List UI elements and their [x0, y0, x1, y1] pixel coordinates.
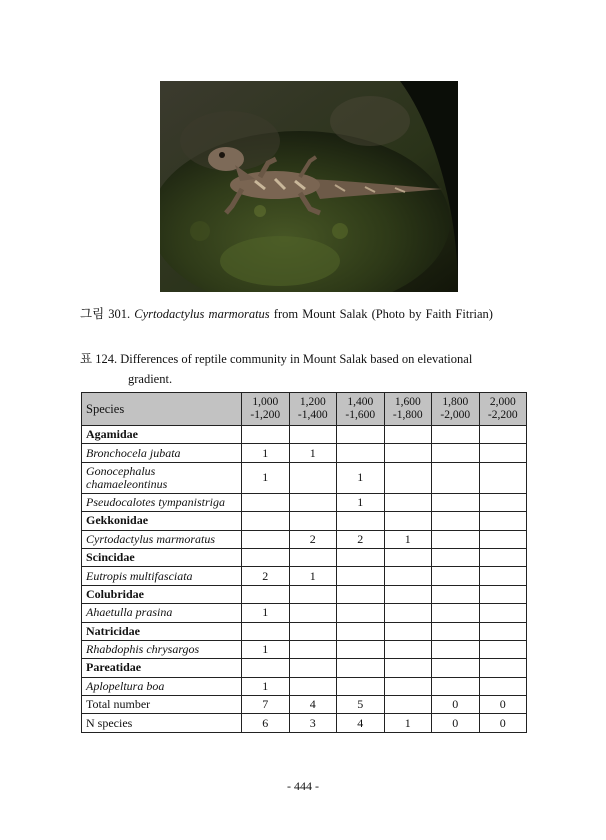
count-cell — [337, 444, 385, 462]
count-cell — [242, 426, 290, 444]
count-cell: 1 — [242, 444, 290, 462]
total-row — [82, 696, 527, 714]
count-cell — [432, 462, 480, 493]
count-cell — [384, 585, 432, 603]
count-cell — [384, 444, 432, 462]
species-row — [82, 493, 527, 511]
count-cell — [479, 548, 527, 566]
count-cell — [337, 512, 385, 530]
count-cell — [432, 585, 480, 603]
figure-caption — [80, 304, 530, 322]
family-row — [82, 622, 527, 640]
count-cell: 1 — [337, 462, 385, 493]
count-cell — [337, 567, 385, 585]
count-cell: 1 — [242, 604, 290, 622]
count-cell: 3 — [289, 714, 337, 732]
count-cell — [384, 677, 432, 695]
header-elevation: 1,600 -1,800 — [384, 393, 432, 426]
count-cell — [242, 512, 290, 530]
page-number: - 444 - — [287, 779, 319, 793]
count-cell — [479, 444, 527, 462]
count-cell: 1 — [242, 462, 290, 493]
header-elevation: 1,000 -1,200 — [242, 393, 290, 426]
count-cell — [384, 548, 432, 566]
count-cell: 1 — [384, 714, 432, 732]
count-cell — [242, 548, 290, 566]
count-cell — [432, 677, 480, 695]
row-label: N species — [82, 714, 242, 732]
header-elevation: 2,000 -2,200 — [479, 393, 527, 426]
family-row — [82, 548, 527, 566]
count-cell — [242, 622, 290, 640]
count-cell — [479, 604, 527, 622]
count-cell — [384, 659, 432, 677]
count-cell: 0 — [479, 714, 527, 732]
row-label: Pareatidae — [82, 659, 242, 677]
row-label: Cyrtodactylus marmoratus — [82, 530, 242, 548]
row-label: Eutropis multifasciata — [82, 567, 242, 585]
count-cell: 7 — [242, 696, 290, 714]
count-cell — [242, 659, 290, 677]
count-cell: 2 — [289, 530, 337, 548]
count-cell: 0 — [479, 696, 527, 714]
table-caption-line1: 표 124. Differences of reptile community in Mount Salak based on elevational — [80, 352, 473, 366]
count-cell — [384, 640, 432, 658]
count-cell — [432, 512, 480, 530]
count-cell: 5 — [337, 696, 385, 714]
count-cell — [289, 462, 337, 493]
count-cell: 4 — [289, 696, 337, 714]
count-cell — [289, 426, 337, 444]
count-cell — [337, 640, 385, 658]
row-label: Agamidae — [82, 426, 242, 444]
header-species: Species — [82, 393, 242, 426]
row-label: Total number — [82, 696, 242, 714]
count-cell — [337, 604, 385, 622]
count-cell: 6 — [242, 714, 290, 732]
count-cell — [479, 426, 527, 444]
count-cell — [384, 426, 432, 444]
count-cell — [337, 677, 385, 695]
header-elevation: 1,200 -1,400 — [289, 393, 337, 426]
count-cell — [384, 604, 432, 622]
count-cell — [479, 567, 527, 585]
figure-caption-rest: from Mount Salak (Photo by Faith Fitrian) — [273, 307, 493, 321]
count-cell — [242, 530, 290, 548]
count-cell — [242, 493, 290, 511]
row-label: Gekkonidae — [82, 512, 242, 530]
species-row — [82, 567, 527, 585]
count-cell — [479, 462, 527, 493]
count-cell — [432, 493, 480, 511]
count-cell: 1 — [289, 444, 337, 462]
reptile-table — [81, 392, 527, 733]
row-label: Scincidae — [82, 548, 242, 566]
row-label: Natricidae — [82, 622, 242, 640]
count-cell: 4 — [337, 714, 385, 732]
species-row — [82, 677, 527, 695]
table-caption — [80, 349, 528, 389]
count-cell: 2 — [337, 530, 385, 548]
count-cell — [384, 622, 432, 640]
count-cell — [289, 493, 337, 511]
count-cell — [479, 585, 527, 603]
count-cell — [432, 548, 480, 566]
row-label: Pseudocalotes tympanistriga — [82, 493, 242, 511]
species-row — [82, 530, 527, 548]
table-header-row — [82, 393, 527, 426]
count-cell — [289, 585, 337, 603]
count-cell — [337, 426, 385, 444]
row-label: Rhabdophis chrysargos — [82, 640, 242, 658]
count-cell — [479, 512, 527, 530]
table-caption-line2: gradient. — [128, 372, 173, 386]
count-cell — [337, 622, 385, 640]
table-body — [82, 426, 527, 733]
row-label: Aplopeltura boa — [82, 677, 242, 695]
count-cell — [479, 659, 527, 677]
family-row — [82, 585, 527, 603]
count-cell: 0 — [432, 696, 480, 714]
count-cell — [479, 493, 527, 511]
species-row — [82, 640, 527, 658]
count-cell — [384, 493, 432, 511]
count-cell — [432, 567, 480, 585]
count-cell — [432, 426, 480, 444]
figure-label: 그림 301. — [80, 307, 131, 321]
count-cell — [337, 548, 385, 566]
count-cell — [289, 659, 337, 677]
count-cell — [384, 696, 432, 714]
count-cell — [384, 567, 432, 585]
count-cell — [479, 622, 527, 640]
species-row — [82, 444, 527, 462]
family-row — [82, 659, 527, 677]
count-cell: 1 — [289, 567, 337, 585]
family-row — [82, 512, 527, 530]
count-cell — [289, 640, 337, 658]
count-cell — [289, 548, 337, 566]
header-elevation: 1,400 -1,600 — [337, 393, 385, 426]
species-row — [82, 604, 527, 622]
row-label: Gonocephalus chamaeleontinus — [82, 462, 242, 493]
count-cell — [384, 512, 432, 530]
count-cell: 0 — [432, 714, 480, 732]
count-cell: 2 — [242, 567, 290, 585]
count-cell — [479, 640, 527, 658]
row-label: Bronchocela jubata — [82, 444, 242, 462]
count-cell: 1 — [242, 640, 290, 658]
count-cell — [432, 604, 480, 622]
gecko-illustration — [160, 81, 458, 292]
count-cell — [242, 585, 290, 603]
count-cell — [479, 530, 527, 548]
count-cell — [432, 640, 480, 658]
count-cell: 1 — [337, 493, 385, 511]
count-cell: 1 — [242, 677, 290, 695]
count-cell — [432, 444, 480, 462]
row-label: Colubridae — [82, 585, 242, 603]
species-row — [82, 462, 527, 493]
total-row — [82, 714, 527, 732]
gecko-photo — [160, 81, 458, 292]
count-cell — [432, 659, 480, 677]
figure-species: Cyrtodactylus marmoratus — [134, 307, 270, 321]
count-cell — [289, 604, 337, 622]
count-cell — [337, 585, 385, 603]
count-cell — [384, 462, 432, 493]
header-elevation: 1,800 -2,000 — [432, 393, 480, 426]
count-cell: 1 — [384, 530, 432, 548]
count-cell — [479, 677, 527, 695]
count-cell — [289, 677, 337, 695]
count-cell — [289, 512, 337, 530]
family-row — [82, 426, 527, 444]
count-cell — [337, 659, 385, 677]
count-cell — [432, 622, 480, 640]
count-cell — [432, 530, 480, 548]
row-label: Ahaetulla prasina — [82, 604, 242, 622]
count-cell — [289, 622, 337, 640]
